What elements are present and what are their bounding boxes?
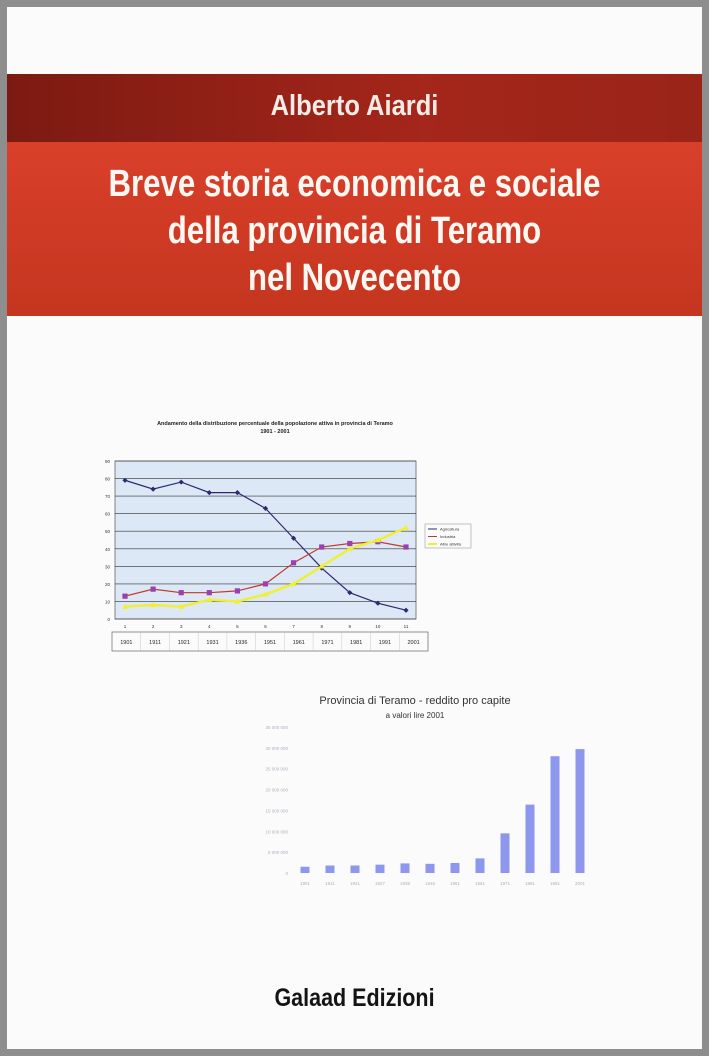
x-tick-label: 1921 xyxy=(349,881,361,886)
x-tick-label: 1927 xyxy=(374,881,386,886)
y-tick-label: 10 000 000 xyxy=(265,829,288,835)
y-tick-label: 25 000 000 xyxy=(265,766,288,772)
year-label: 1911 xyxy=(149,640,162,646)
year-label: 1936 xyxy=(235,640,248,646)
line-chart-y-axis xyxy=(105,459,111,622)
x-tick-label: 1 xyxy=(123,624,127,629)
bar-1911 xyxy=(326,865,335,873)
data-point xyxy=(207,590,212,595)
line-chart-title: Andamento della distribuzione percentuale della popolazione attiva in provincia di Teramo xyxy=(157,421,393,427)
y-tick-label: 70 xyxy=(104,494,110,500)
x-tick-label: 10 xyxy=(375,624,381,629)
x-tick-label: 1951 xyxy=(449,881,461,886)
book-cover xyxy=(7,7,702,1049)
x-tick-label: 1991 xyxy=(549,881,561,886)
title-line-1: Breve storia economica e sociale xyxy=(108,163,601,205)
bar-chart xyxy=(265,695,585,886)
data-point xyxy=(179,590,184,595)
y-tick-label: 20 000 000 xyxy=(265,787,288,793)
y-tick-label: 30 xyxy=(104,564,110,570)
bar-2001 xyxy=(576,749,585,873)
year-label: 1921 xyxy=(177,640,190,646)
title-line-2: della provincia di Teramo xyxy=(167,210,542,252)
year-label: 1991 xyxy=(378,640,392,646)
y-tick-label: 50 xyxy=(104,529,110,535)
year-label: 1901 xyxy=(120,640,133,646)
y-tick-label: 60 xyxy=(104,511,110,517)
bar-chart-subtitle: a valori lire 2001 xyxy=(385,711,445,720)
line-chart-x-axis xyxy=(124,624,409,629)
data-point xyxy=(151,587,156,592)
y-tick-label: 5 000 000 xyxy=(267,850,288,856)
x-tick-label: 1971 xyxy=(499,881,511,886)
bar-1981 xyxy=(526,805,535,873)
line-chart-subtitle: 1901 - 2001 xyxy=(260,429,290,435)
year-label: 1971 xyxy=(321,640,334,646)
bar-1951 xyxy=(451,863,460,873)
data-point xyxy=(122,594,127,599)
bar-chart-x-axis xyxy=(300,881,586,886)
x-tick-label: 1961 xyxy=(474,881,486,886)
x-tick-label: 5 xyxy=(236,624,239,629)
x-tick-label: 1911 xyxy=(325,881,335,886)
y-tick-label: 30 000 000 xyxy=(265,745,288,751)
legend-label: Industria xyxy=(440,534,456,540)
bar-1938 xyxy=(401,863,410,873)
x-tick-label: 6 xyxy=(264,624,267,629)
y-tick-label: 35 000 000 xyxy=(265,725,288,730)
bar-chart-y-axis xyxy=(265,725,288,876)
x-tick-label: 2 xyxy=(151,624,155,629)
x-tick-label: 3 xyxy=(179,624,183,629)
x-tick-label: 1981 xyxy=(524,881,536,886)
y-tick-label: 0 xyxy=(107,617,110,622)
x-tick-label: 1946 xyxy=(424,881,436,886)
bar-chart-title: Provincia di Teramo - reddito pro capite xyxy=(319,695,511,707)
data-point xyxy=(291,560,296,565)
x-tick-label: 4 xyxy=(208,624,211,629)
line-chart-legend xyxy=(425,524,471,548)
x-tick-label: 1901 xyxy=(299,881,311,886)
year-label: 1981 xyxy=(350,640,363,646)
x-tick-label: 9 xyxy=(348,624,352,629)
bar-chart-bars xyxy=(301,749,585,873)
bar-1901 xyxy=(301,867,310,873)
year-label: 1931 xyxy=(206,640,219,646)
y-tick-label: 20 xyxy=(104,581,110,587)
bar-1991 xyxy=(551,756,560,873)
bar-1946 xyxy=(426,864,435,873)
y-tick-label: 10 xyxy=(104,599,110,605)
bar-1971 xyxy=(501,833,510,873)
x-tick-label: 2001 xyxy=(574,881,586,886)
x-tick-label: 8 xyxy=(320,624,323,629)
data-point xyxy=(235,588,240,593)
legend-label: Agricoltura xyxy=(440,526,460,532)
author-name: Alberto Aiardi xyxy=(270,90,439,122)
legend-label: Altre attività xyxy=(440,541,461,547)
year-label: 1951 xyxy=(263,640,277,646)
data-point xyxy=(319,544,324,549)
y-tick-label: 40 xyxy=(104,546,110,552)
data-point xyxy=(403,544,408,549)
publisher-name: Galaad Edizioni xyxy=(274,984,435,1012)
x-tick-label: 1938 xyxy=(399,881,411,886)
bar-1927 xyxy=(376,865,385,873)
data-point xyxy=(263,581,268,586)
bar-1921 xyxy=(351,865,360,873)
year-label: 2001 xyxy=(407,640,420,646)
line-chart xyxy=(105,421,471,651)
charts-canvas xyxy=(7,7,702,1049)
title-line-3: nel Novecento xyxy=(248,257,461,299)
year-label: 1961 xyxy=(292,640,305,646)
y-tick-label: 80 xyxy=(104,476,110,482)
bar-1961 xyxy=(476,858,485,873)
y-tick-label: 0 xyxy=(285,871,288,876)
y-tick-label: 15 000 000 xyxy=(265,808,288,814)
x-tick-label: 11 xyxy=(403,624,409,629)
y-tick-label: 90 xyxy=(104,459,110,464)
x-tick-label: 7 xyxy=(292,624,295,629)
data-point xyxy=(347,541,352,546)
